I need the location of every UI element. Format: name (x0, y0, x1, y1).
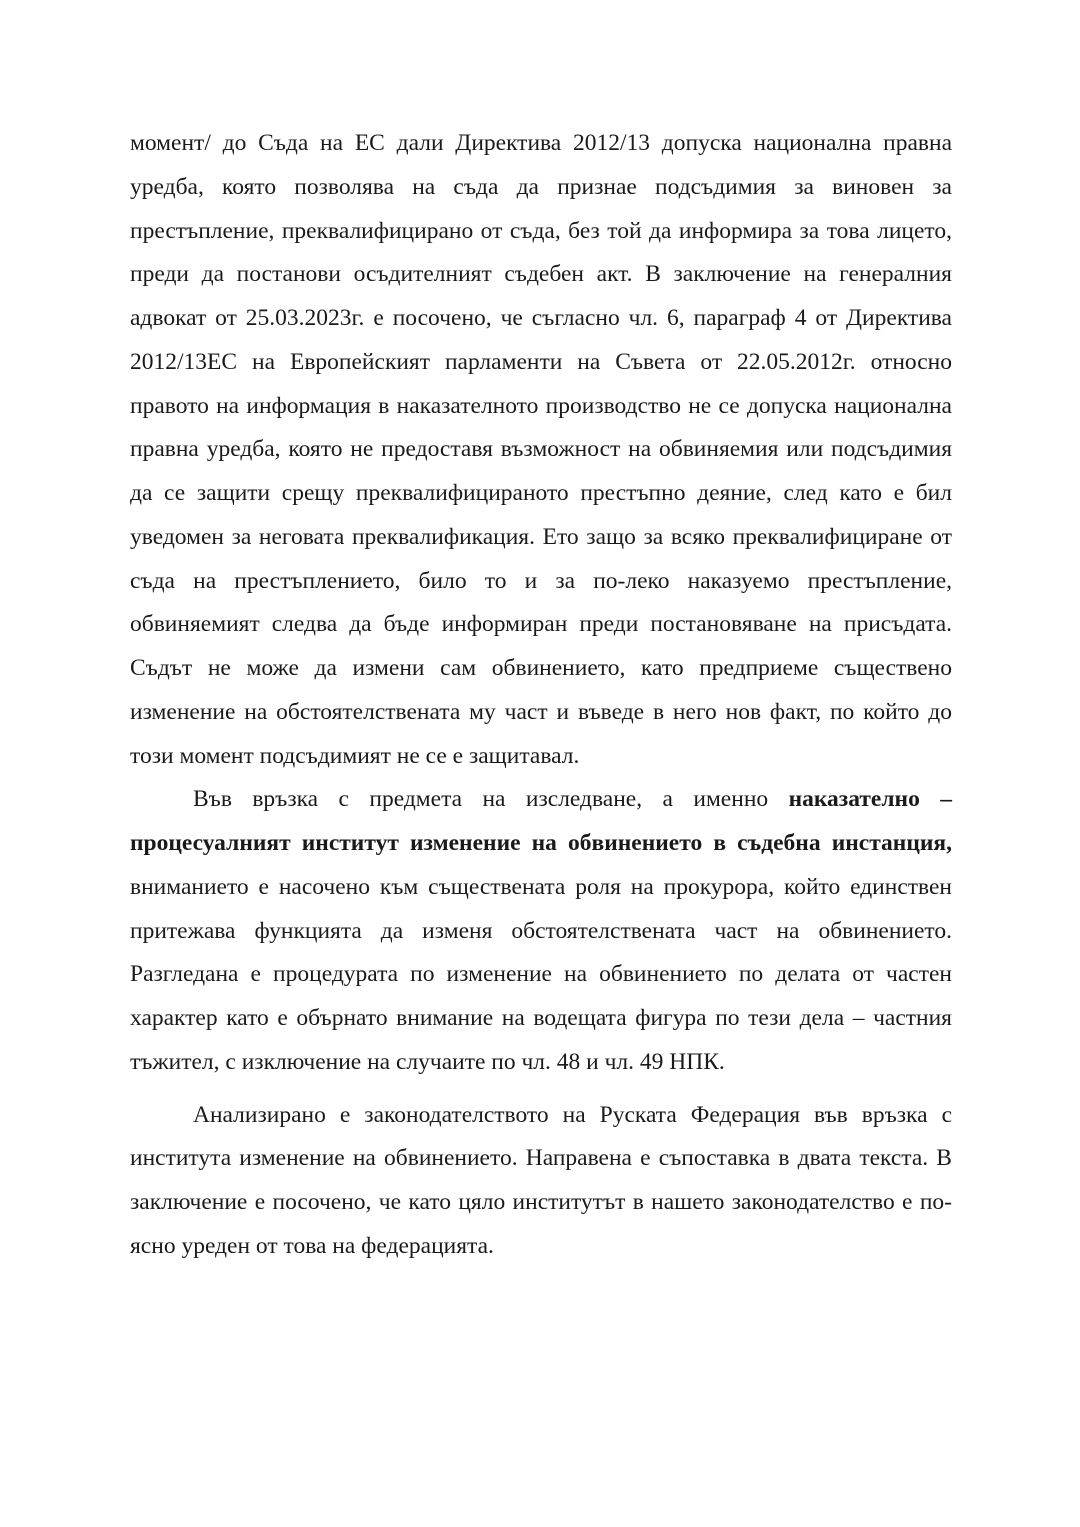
paragraph-2-rest: вниманието е насочено към съществената роля на прокурора, който единствен притежава функцията да изменя обстоятелствената част на обвинението. Разгледана е процедурата по изменение на обвинението по делата от частен характер като е обърнато внимание на водещата фигура по тези дела – частния тъжител, с изключение на случаите по чл. 48 и чл. 49 НПК. (130, 873, 952, 1075)
paragraph-1: момент/ до Съда на ЕС дали Директива 2012/13 допуска национална правна уредба, която позволява на съда да признае подсъдимия за виновен за престъпление, преквалифицирано от съда, без той да информира за това лицето, преди да постанови осъдителният съдебен акт. В заключение на генералния адвокат от 25.03.2023г. е посочено, че съгласно чл. 6, параграф 4 от Директива 2012/13ЕС на Европейският парламенти на Съвета от 22.05.2012г. относно правото на информация в наказателното производство не се допуска национална правна уредба, която не предоставя възможност на обвиняемия или подсъдимия да се защити срещу преквалифицираното престъпно деяние, след като е бил уведомен за неговата преквалификация. Ето защо за всяко преквалифициране от съда на престъплението, било то и за по-леко наказуемо престъпление, обвиняемият следва да бъде информиран преди постановяване на присъдата. Съдът не може да измени сам обвинението, като предприеме съществено изменение на обстоятелствената му част и въведе в него нов факт, по който до този момент подсъдимият не се е защитавал. (130, 130, 952, 769)
paragraph-2-bold-term: наказателно – процесуалният институт изменение на обвинението в съдебна инстанция, (130, 786, 952, 856)
paragraph-2 (130, 778, 952, 1084)
paragraph-3: Анализирано е законодателството на Руската Федерация във връзка с института изменение на обвинението. Направена е съпоставка в двата текста. В заключение е посочено, че като цяло институтът в нашето законодателство е по-ясно уреден от това на федерацията. (130, 1101, 952, 1259)
document-body (130, 122, 952, 1269)
paragraph-2-intro: Във връзка с предмета на изследване, а именно (193, 786, 789, 813)
